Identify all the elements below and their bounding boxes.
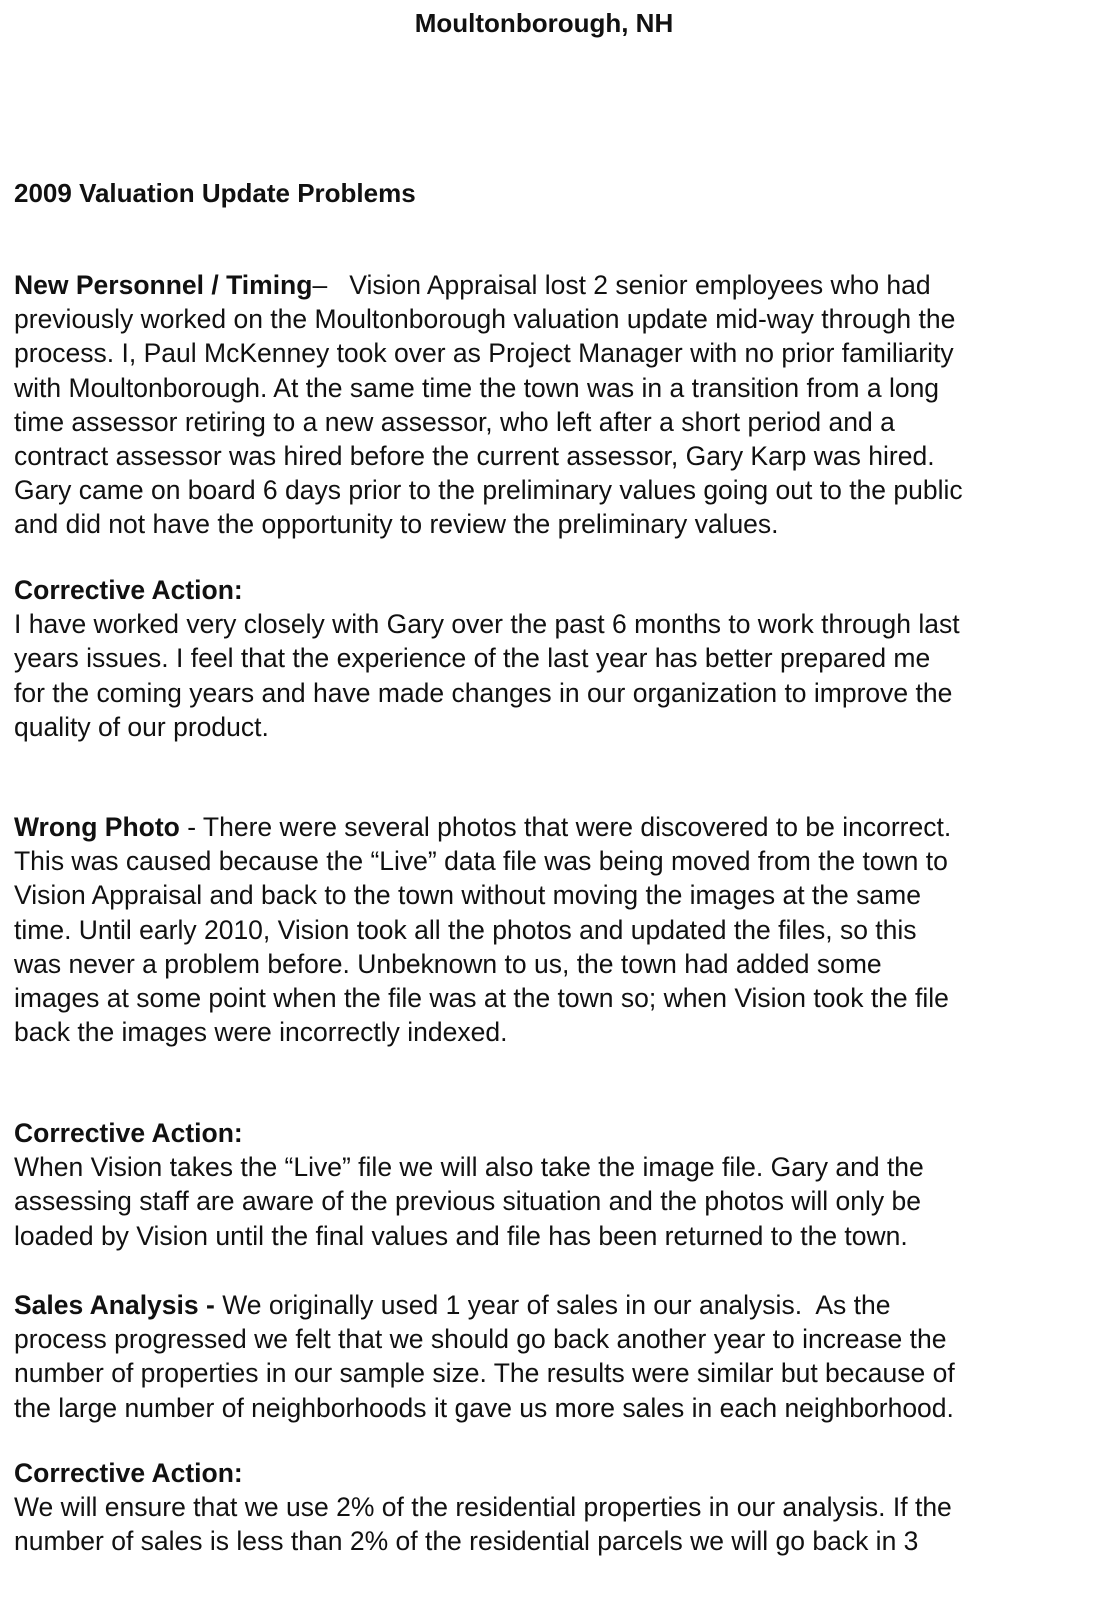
text-line: number of properties in our sample size. The results were similar but because of (14, 1358, 955, 1389)
text-line: time. Until early 2010, Vision took all the photos and updated the files, so this (14, 914, 917, 945)
text-line: loaded by Vision until the final values and file has been returned to the town. (14, 1220, 908, 1251)
section-label: New Personnel / Timing (14, 270, 313, 300)
document-heading: 2009 Valuation Update Problems (14, 178, 416, 208)
text-line: When Vision takes the “Live” file we will also take the image file. Gary and the (14, 1152, 924, 1183)
text-line: number of sales is less than 2% of the residential parcels we will go back in 3 (14, 1526, 919, 1557)
section-label: Wrong Photo (14, 812, 180, 842)
text-line: There were several photos that were discovered to be incorrect. (202, 812, 952, 842)
text-line: We originally used 1 year of sales in our analysis. As the (222, 1290, 891, 1320)
text-line: process. I, Paul McKenney took over as Project Manager with no prior familiarity (14, 338, 954, 369)
text-line: back the images were incorrectly indexed. (14, 1017, 508, 1048)
document-title: Moultonborough, NH (414, 8, 674, 38)
text-line: assessing staff are aware of the previous situation and the photos will only be (14, 1186, 921, 1217)
text-line: images at some point when the file was at the town so; when Vision took the file (14, 983, 949, 1014)
section-wrong-photo (14, 810, 951, 1049)
corrective-label: Corrective Action: (14, 575, 243, 605)
separator: - (179, 812, 203, 842)
text-line: Vision Appraisal and back to the town without moving the images at the same (14, 880, 921, 911)
section-label: Sales Analysis - (14, 1290, 215, 1320)
corrective-label: Corrective Action: (14, 1118, 243, 1148)
text-line: process progressed we felt that we should go back another year to increase the (14, 1324, 947, 1355)
text-line: previously worked on the Moultonborough valuation update mid-way through the (14, 304, 956, 335)
text-line: Gary came on board 6 days prior to the preliminary values going out to the public (14, 475, 963, 506)
text-line: time assessor retiring to a new assessor, who left after a short period and a (14, 406, 895, 437)
text-line: was never a problem before. Unbeknown to us, the town had added some (14, 948, 882, 979)
corrective-label: Corrective Action: (14, 1458, 243, 1488)
text-line: years issues. I feel that the experience of the last year has better prepared me (14, 643, 931, 674)
text-line: We will ensure that we use 2% of the residential properties in our analysis. If the (14, 1492, 952, 1523)
text-line: contract assessor was hired before the current assessor, Gary Karp was hired. (14, 441, 935, 472)
section-sales-analysis (14, 1288, 955, 1425)
text-line: I have worked very closely with Gary over the past 6 months to work through last (14, 609, 960, 640)
text-line: and did not have the opportunity to review the preliminary values. (14, 509, 779, 540)
text-line: quality of our product. (14, 711, 269, 742)
text-line: Vision Appraisal lost 2 senior employees who had (349, 270, 931, 300)
corrective-action-personnel (14, 573, 960, 744)
corrective-action-photo (14, 1116, 924, 1253)
text-line: with Moultonborough. At the same time the town was in a transition from a long (14, 372, 940, 403)
section-personnel (14, 268, 963, 542)
corrective-action-sales (14, 1456, 952, 1559)
text-line: for the coming years and have made changes in our organization to improve the (14, 677, 953, 708)
text-line: This was caused because the “Live” data file was being moved from the town to (14, 846, 948, 877)
separator: – (312, 270, 350, 300)
text-line: the large number of neighborhoods it gave us more sales in each neighborhood. (14, 1392, 954, 1423)
